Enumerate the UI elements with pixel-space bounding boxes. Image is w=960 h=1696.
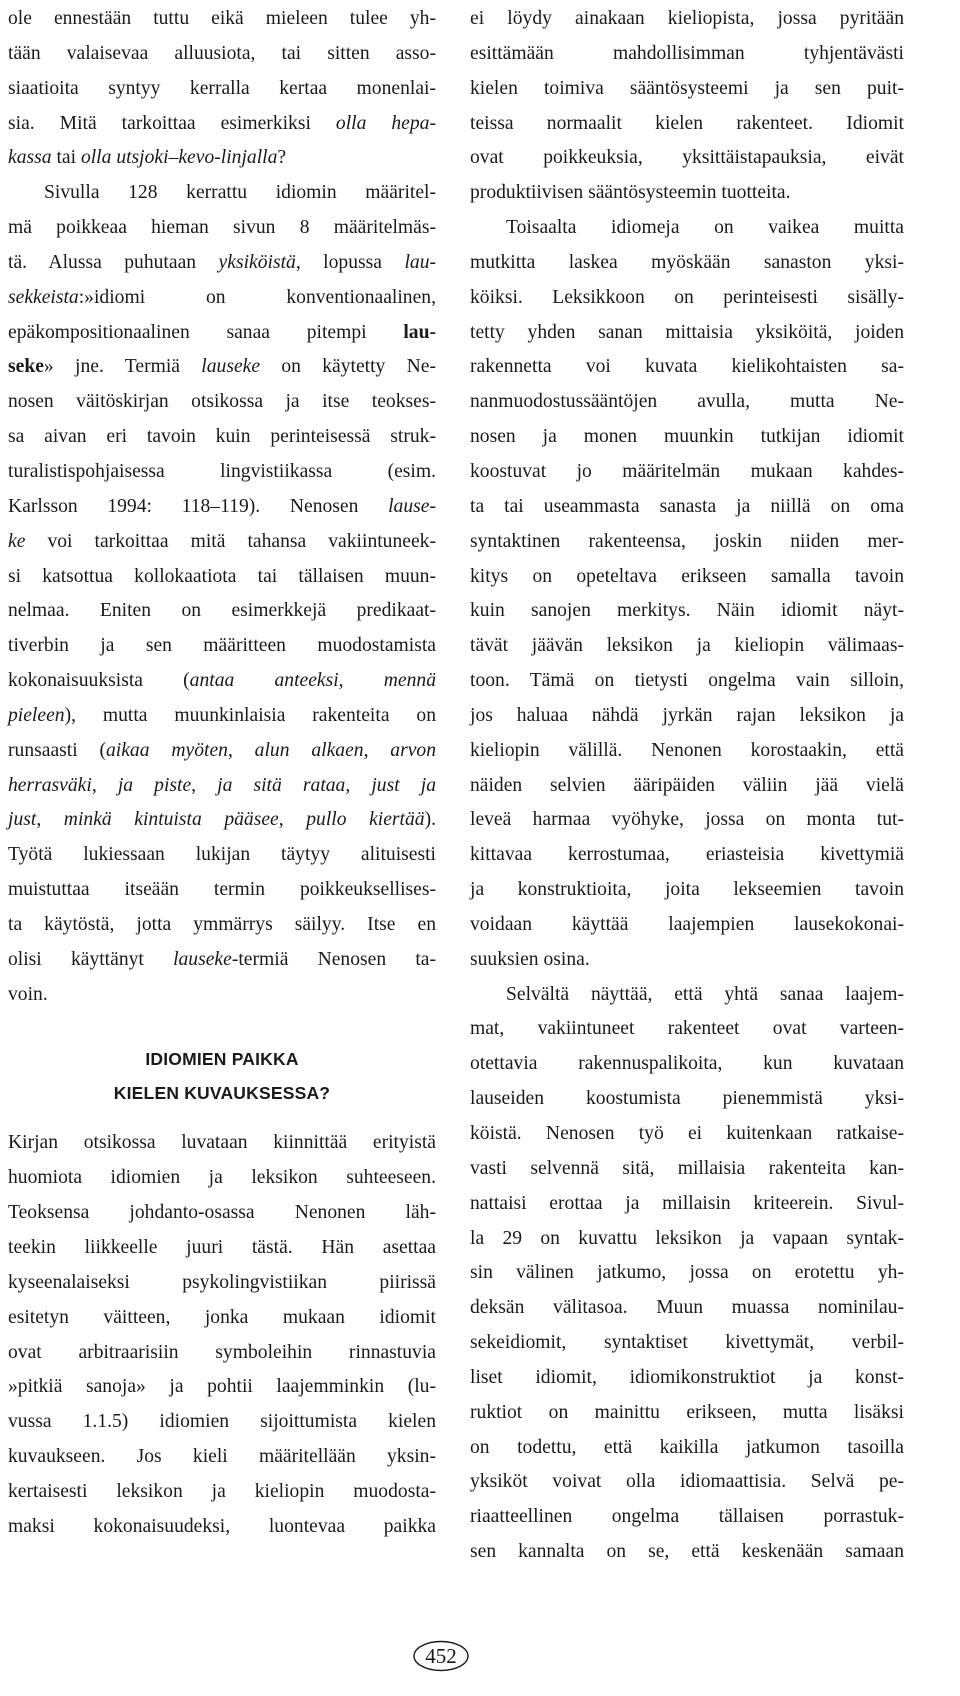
text-line: tetty yhden sanan mittaisia yksiköitä, joiden (470, 321, 904, 343)
text-line: nosen väitöskirjan otsikossa ja itse teokses- (8, 391, 436, 413)
text-line: Teoksensa johdanto-osassa Nenonen läh- (8, 1202, 436, 1224)
text-line: maksi kokonaisuudeksi, luontevaa paikka (8, 1515, 436, 1537)
text-line: olisi käyttänyt lauseke-termiä Nenosen ta- (8, 948, 437, 970)
text-line: suuksien osina. (470, 948, 590, 970)
text-line: ta tai useammasta sanasta ja niillä on oma (470, 495, 904, 517)
text-line: sin välinen jatkumo, jossa on erotettu yh- (470, 1262, 904, 1284)
text-line: leveä harmaa vyöhyke, jossa on monta tut- (470, 809, 904, 831)
text-line: voidaan käyttää laajempien lausekokonai- (470, 913, 904, 935)
text-line: Kirjan otsikossa luvataan kiinnittää erityistä (8, 1132, 436, 1154)
text-line: deksän välitasoa. Muun muassa nominilau- (470, 1297, 904, 1319)
text-line: kitys on opeteltava erikseen samalla tavoin (470, 565, 904, 587)
text-line: kokonaisuuksista (antaa anteeksi, mennä (8, 670, 436, 692)
text-line: mat, vakiintuneet rakenteet ovat varteen- (470, 1018, 904, 1040)
text-line: muistuttaa itseään termin poikkeuksellises- (8, 879, 436, 901)
text-line: ole ennestään tuttu eikä mieleen tulee yh- (8, 8, 436, 29)
text-line: siaatioita syntyy kerralla kertaa monenlai- (8, 77, 436, 99)
text-line: koostuvat jo määritelmän mukaan kahdes- (470, 460, 904, 482)
text-line: si katsottua kollokaatiota tai tällaisen muun- (8, 565, 436, 587)
text-line: voin. (8, 983, 48, 1005)
text-line: Selvältä näyttää, että yhtä sanaa laajem- (506, 983, 904, 1005)
text-line: sia. Mitä tarkoittaa esimerkiksi olla hepa- (8, 112, 436, 134)
text-line: Sivulla 128 kerrattu idiomin määritel- (44, 182, 436, 204)
text-line: tävät jäävän leksikon ja kieliopin välimaas- (470, 635, 904, 657)
text-line: ta käytöstä, jotta ymmärrys säilyy. Itse en (8, 913, 436, 935)
text-line: nanmuodostussääntöjen avulla, mutta Ne- (470, 391, 904, 413)
text-line: nosen ja monen muunkin tutkijan idiomit (470, 426, 904, 448)
text-line: yksiköt voivat olla idiomaattisia. Selvä pe- (470, 1471, 904, 1493)
text-line: sekeidiomit, syntaktiset kivettymät, verbil- (470, 1332, 904, 1354)
text-line: tä. Alussa puhutaan yksiköistä, lopussa lau- (8, 251, 437, 273)
text-line: otettavia rakennuspalikoita, kun kuvataan (470, 1053, 904, 1075)
text-line: toon. Tämä on tietysti ongelma vain silloin, (470, 670, 904, 692)
text-line: liset idiomit, idiomikonstruktiot ja konst- (470, 1366, 904, 1388)
text-line: näiden selvien ääripäiden väliin jää vielä (470, 774, 904, 796)
text-line: on todettu, että kaikilla jatkumon tasoilla (470, 1436, 904, 1458)
text-line: just, minkä kintuista pääsee, pullo kiertää). (8, 809, 437, 831)
text-line: kielen toimiva sääntösysteemi ja sen puit- (470, 77, 904, 99)
text-line: teekin liikkeelle juuri tästä. Hän asettaa (8, 1237, 436, 1258)
text-line: mutkitta laskea myöskään sanaston yksi- (470, 251, 904, 273)
text-line: kuin sanojen merkitys. Näin idiomit näyt- (470, 600, 904, 622)
text-line: la 29 on kuvattu leksikon ja vapaan syntak- (470, 1227, 904, 1249)
left-paragraph-3 (8, 1126, 436, 1544)
text-line: lauseiden koostumista pienemmistä yksi- (470, 1088, 904, 1110)
text-line: kittavaa kerrostumaa, eriasteisia kivettymiä (470, 844, 904, 866)
text-line: mä poikkeaa hieman sivun 8 määritelmäs- (8, 217, 436, 239)
text-line: Työtä lukiessaan lukijan täytyy alituisesti (8, 844, 436, 866)
text-line: epäkompositionaalinen sanaa pitempi lau- (8, 321, 436, 343)
text-line: turalistispohjaisessa lingvistiikassa (esim. (8, 460, 436, 482)
text-line: sa aivan eri tavoin kuin perinteisessä struk- (8, 426, 436, 448)
text-line: kertaisesti leksikon ja kieliopin muodosta- (8, 1480, 436, 1502)
text-line: »pitkiä sanoja» ja pohtii laajemminkin (lu- (8, 1376, 436, 1398)
text-line: produktiivisen sääntösysteemin tuotteita. (470, 182, 791, 204)
text-line: tiverbin ja sen määritteen muodostamista (8, 635, 436, 657)
text-line: sekkeista:»idiomi on konventionaalinen, (8, 286, 436, 308)
text-line: seke» jne. Termiä lauseke on käytetty Ne- (8, 356, 436, 378)
section-heading-line-2: KIELEN KUVAUKSESSA? (113, 1083, 331, 1104)
text-line: pieleen), mutta muunkinlaisia rakenteita on (8, 704, 436, 726)
text-line: huomiota idiomien ja leksikon suhteeseen. (8, 1167, 436, 1189)
text-line: tään valaisevaa alluusiota, tai sitten asso- (8, 42, 436, 64)
right-paragraph-3 (470, 978, 904, 1570)
text-line: ovat poikkeuksia, yksittäistapauksia, eivät (470, 147, 904, 169)
text-line: kyseenalaiseksi psykolingvistiikan piirissä (8, 1271, 436, 1293)
text-line: köiksi. Leksikkoon on perinteisesti sisälly- (470, 286, 904, 308)
text-line: vussa 1.1.5) idiomien sijoittumista kielen (8, 1411, 436, 1433)
text-line: esitetyn väitteen, jonka mukaan idiomit (8, 1306, 436, 1328)
text-line: jos haluaa nähdä jyrkän rajan leksikon ja (470, 704, 904, 726)
text-line: sen kannalta on se, että keskenään samaan (470, 1541, 904, 1563)
text-line: esittämään mahdollisimman tyhjentävästi (470, 42, 904, 64)
text-line: nelmaa. Eniten on esimerkkejä predikaat- (8, 600, 436, 622)
right-paragraph-1 (470, 2, 904, 211)
left-column (8, 2, 436, 1545)
section-heading-line-1: IDIOMIEN PAIKKA (145, 1049, 299, 1070)
text-line: riaatteellinen ongelma tällaisen porrastuk- (470, 1506, 904, 1528)
text-line: nattaisi erottaa ja millaisin kriteerein. Sivul- (470, 1192, 904, 1214)
right-column (470, 2, 904, 1570)
left-paragraph-2 (8, 176, 436, 1012)
text-line: ovat arbitraarisiin symboleihin rinnastuvia (8, 1341, 436, 1363)
text-line: runsaasti (aikaa myöten, alun alkaen, arvon (8, 739, 437, 761)
text-line: Karlsson 1994: 118–119). Nenosen lause- (8, 495, 436, 517)
text-line: ei löydy ainakaan kieliopista, jossa pyritään (470, 8, 904, 29)
text-line: syntaktinen rakenteensa, joskin niiden mer- (470, 530, 904, 552)
text-line: kieliopin välillä. Nenonen korostaakin, että (470, 739, 904, 761)
text-line: kuvaukseen. Jos kieli määritellään yksin- (8, 1446, 436, 1468)
text-line: kassa tai olla utsjoki–kevo-linjalla? (8, 147, 287, 169)
left-paragraph-1 (8, 2, 436, 176)
text-line: teissa normaalit kielen rakenteet. Idiomit (470, 112, 904, 134)
text-line: ja konstruktioita, joita lekseemien tavoin (470, 879, 904, 901)
text-line: vasti selvennä sitä, millaisia rakenteita kan- (470, 1157, 904, 1179)
text-line: rakennetta voi kuvata kielikohtaisten sa- (470, 356, 904, 378)
right-paragraph-2 (470, 211, 904, 978)
text-line: ke voi tarkoittaa mitä tahansa vakiintuneek- (8, 530, 436, 552)
text-line: Toisaalta idiomeja on vaikea muitta (506, 217, 904, 239)
text-line: herrasväki, ja piste, ja sitä rataa, just ja (8, 774, 437, 796)
page-number (412, 1640, 470, 1672)
section-heading (8, 1042, 436, 1110)
page-number-text: 452 (425, 1644, 457, 1668)
text-line: köistä. Nenosen työ ei kuitenkaan ratkaise- (470, 1123, 904, 1144)
text-line: ruktiot on mainittu erikseen, mutta lisäksi (470, 1401, 904, 1423)
